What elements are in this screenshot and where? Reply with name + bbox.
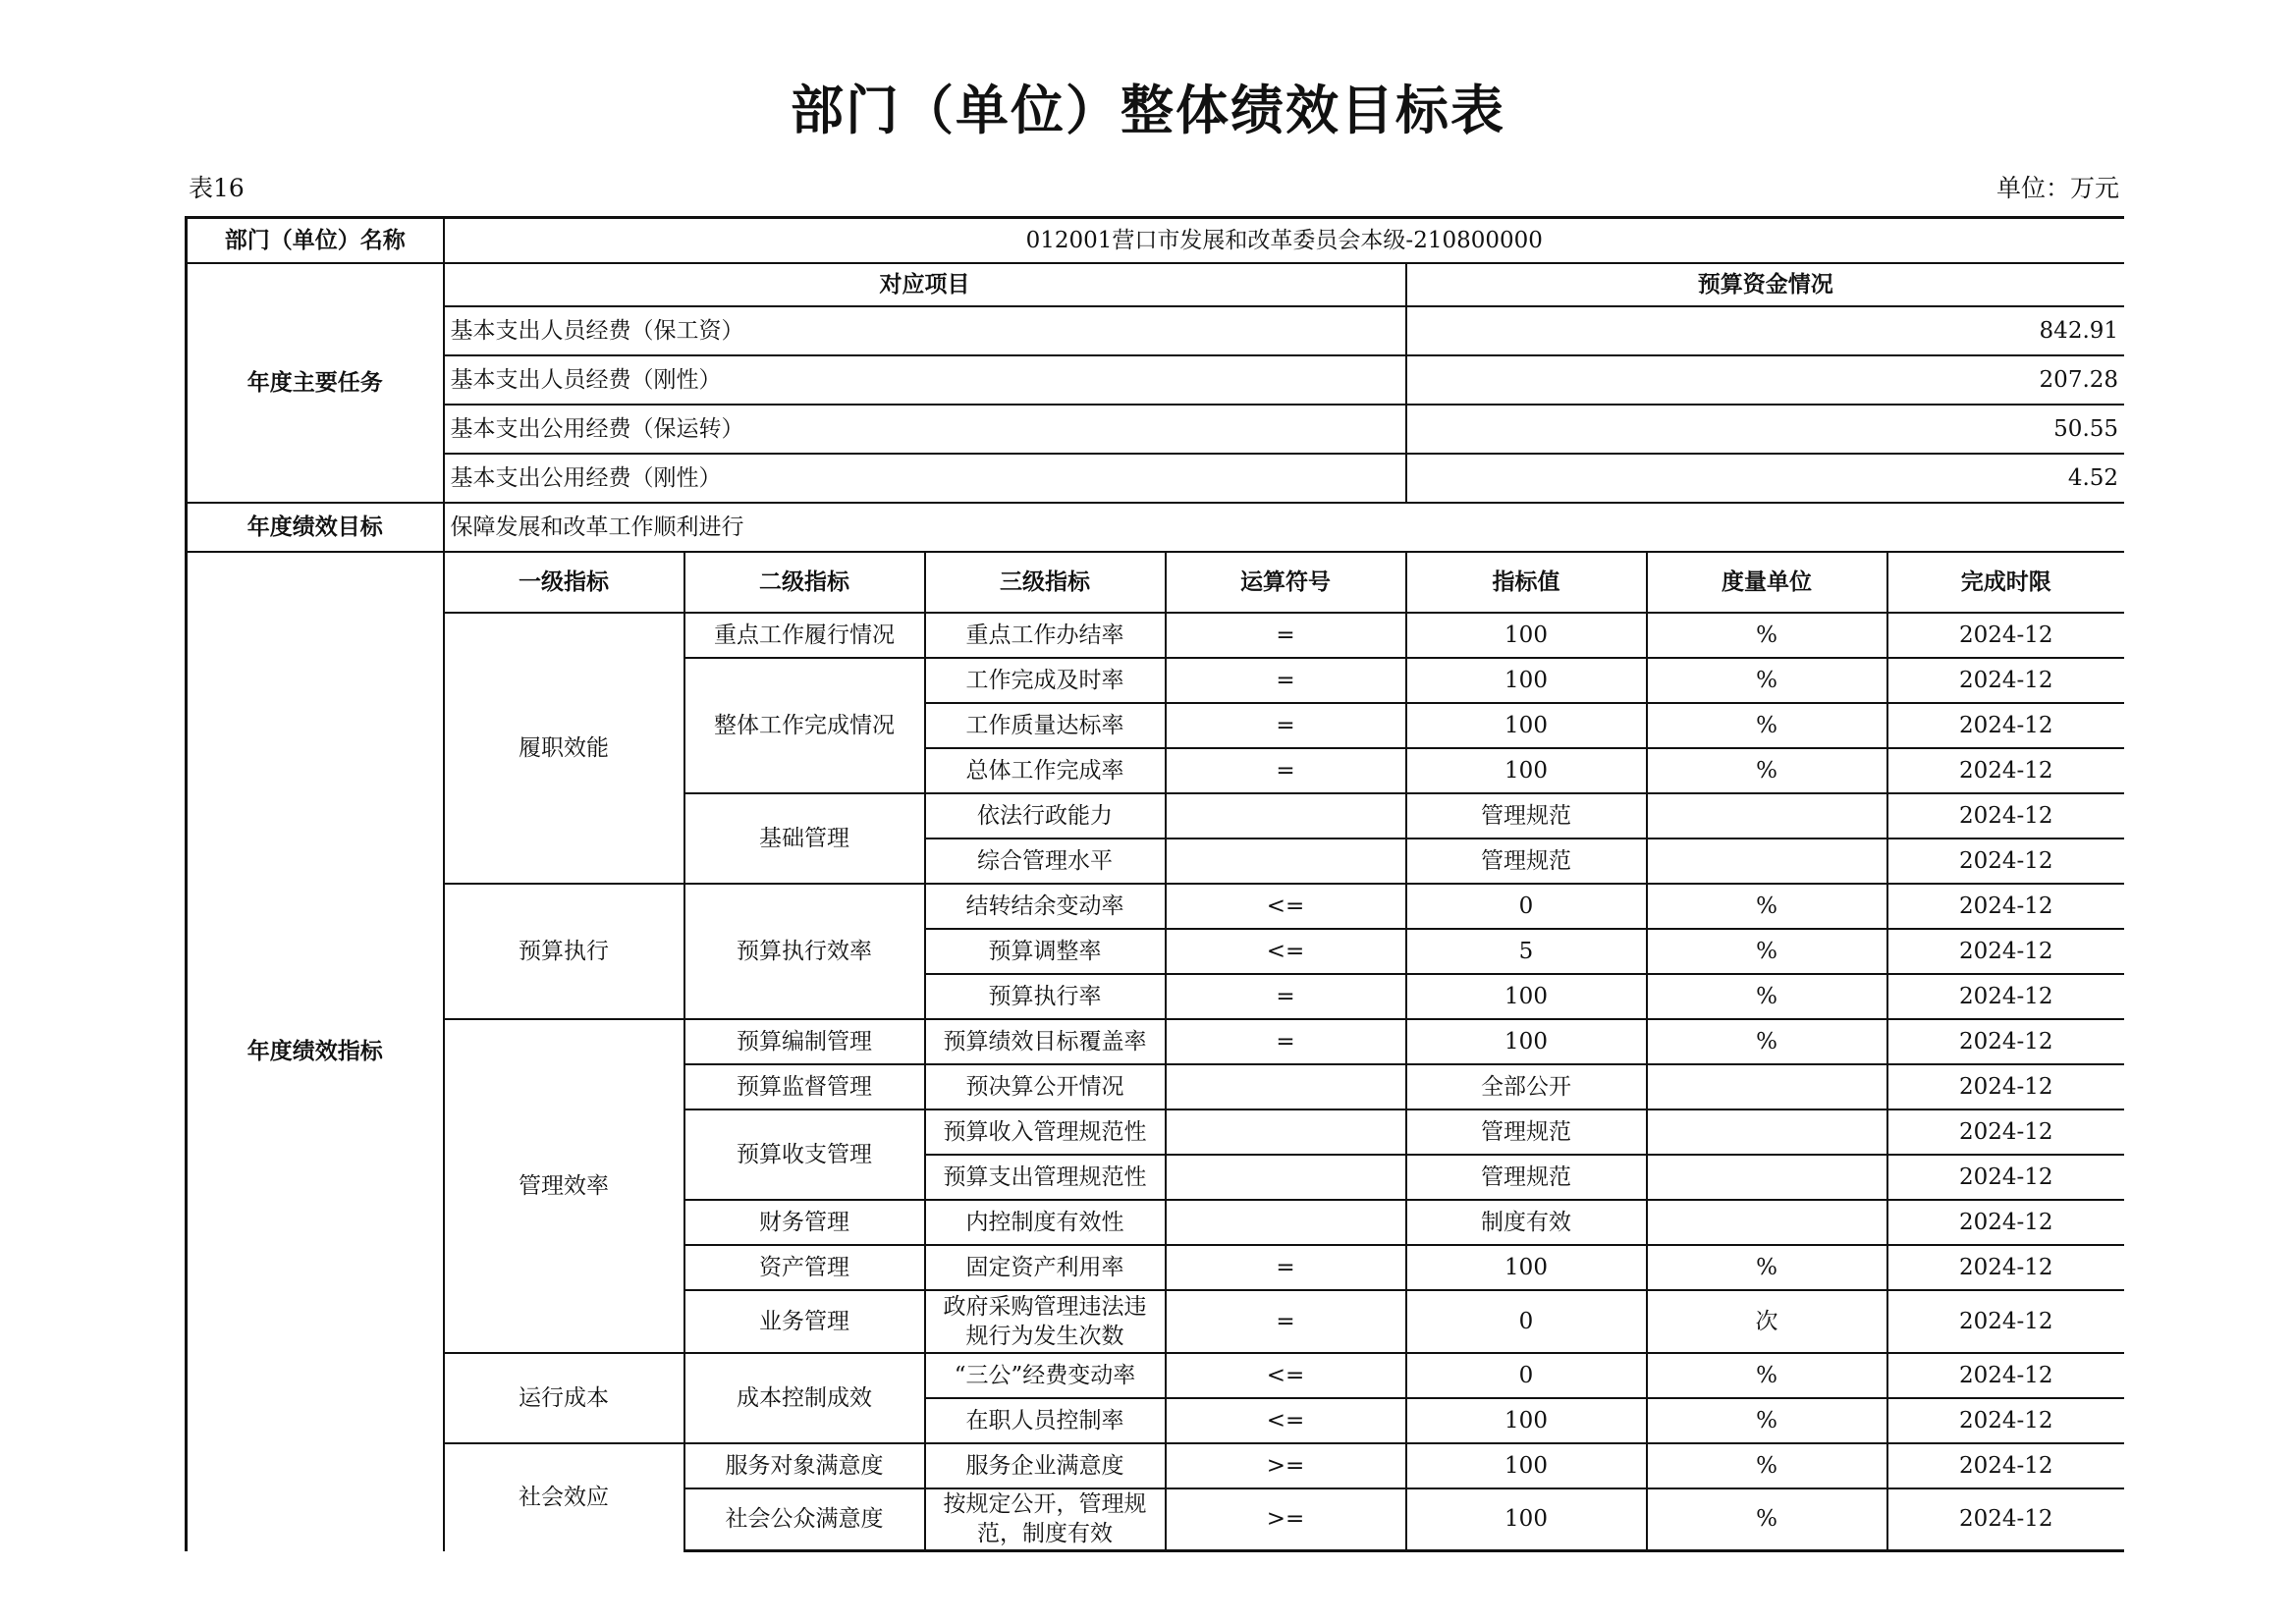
value-cell: 全部公开 — [1406, 1064, 1647, 1109]
task-amount: 207.28 — [1406, 355, 2125, 405]
unit-cell — [1647, 793, 1887, 839]
level3-line: 规行为发生次数 — [965, 1323, 1124, 1349]
deadline-cell: 2024-12 — [1887, 1443, 2125, 1488]
value-cell: 制度有效 — [1406, 1200, 1647, 1245]
operator-cell — [1166, 1200, 1406, 1245]
level1-mgmt-eff: 管理效率 — [444, 1019, 684, 1353]
unit-cell: % — [1647, 658, 1887, 703]
header-operator: 运算符号 — [1166, 552, 1406, 613]
header-level2: 二级指标 — [684, 552, 925, 613]
deadline-cell: 2024-12 — [1887, 1398, 2125, 1443]
value-cell: 管理规范 — [1406, 839, 1647, 884]
level3-cell — [925, 1290, 1166, 1353]
deadline-cell: 2024-12 — [1887, 1200, 2125, 1245]
operator-cell: = — [1166, 1245, 1406, 1290]
deadline-cell: 2024-12 — [1887, 658, 2125, 703]
unit-cell: % — [1647, 1398, 1887, 1443]
task-project-header: 对应项目 — [444, 263, 1406, 306]
value-cell: 100 — [1406, 748, 1647, 793]
operator-cell: = — [1166, 613, 1406, 658]
task-budget-header: 预算资金情况 — [1406, 263, 2125, 306]
unit-cell — [1647, 839, 1887, 884]
level3-cell: 预算执行率 — [925, 974, 1166, 1019]
task-row — [187, 454, 2125, 503]
level1-social: 社会效应 — [444, 1443, 684, 1551]
level2-business-mgmt: 业务管理 — [684, 1290, 925, 1353]
indicator-header-row — [187, 552, 2125, 613]
deadline-cell: 2024-12 — [1887, 748, 2125, 793]
unit-cell: % — [1647, 884, 1887, 929]
deadline-cell: 2024-12 — [1887, 1155, 2125, 1200]
deadline-cell: 2024-12 — [1887, 793, 2125, 839]
level3-cell: “三公”经费变动率 — [925, 1353, 1166, 1398]
table-number: 表16 — [189, 174, 245, 202]
level3-cell: 工作质量达标率 — [925, 703, 1166, 748]
task-amount: 4.52 — [1406, 454, 2125, 503]
level3-cell: 总体工作完成率 — [925, 748, 1166, 793]
deadline-cell: 2024-12 — [1887, 929, 2125, 974]
value-cell: 100 — [1406, 974, 1647, 1019]
task-amount: 842.91 — [1406, 306, 2125, 355]
level2-public-satisfaction: 社会公众满意度 — [684, 1488, 925, 1551]
annual-goal-text: 保障发展和改革工作顺利进行 — [444, 503, 2125, 552]
level3-cell: 依法行政能力 — [925, 793, 1166, 839]
level3-cell: 预算调整率 — [925, 929, 1166, 974]
performance-table — [185, 216, 2124, 1552]
level3-cell: 工作完成及时率 — [925, 658, 1166, 703]
operator-cell: = — [1166, 658, 1406, 703]
indicator-row — [187, 1443, 2125, 1488]
task-row — [187, 405, 2125, 454]
level3-cell: 预算收入管理规范性 — [925, 1109, 1166, 1155]
value-cell: 管理规范 — [1406, 1155, 1647, 1200]
operator-cell — [1166, 1064, 1406, 1109]
level2-overall-work: 整体工作完成情况 — [684, 658, 925, 793]
dept-name-label: 部门（单位）名称 — [187, 218, 444, 263]
level2-budget-exec-eff: 预算执行效率 — [684, 884, 925, 1019]
indicator-row — [187, 1019, 2125, 1064]
annual-goal-row — [187, 503, 2125, 552]
unit-note: 单位：万元 — [1995, 174, 2119, 202]
unit-cell: % — [1647, 1488, 1887, 1551]
task-project: 基本支出公用经费（刚性） — [444, 454, 1406, 503]
deadline-cell: 2024-12 — [1887, 1353, 2125, 1398]
unit-cell: % — [1647, 1019, 1887, 1064]
unit-cell: % — [1647, 703, 1887, 748]
header-level1: 一级指标 — [444, 552, 684, 613]
indicator-row — [187, 884, 2125, 929]
deadline-cell: 2024-12 — [1887, 613, 2125, 658]
header-deadline: 完成时限 — [1887, 552, 2125, 613]
value-cell: 0 — [1406, 1290, 1647, 1353]
unit-cell — [1647, 1109, 1887, 1155]
deadline-cell: 2024-12 — [1887, 974, 2125, 1019]
value-cell: 0 — [1406, 1353, 1647, 1398]
level3-cell: 服务企业满意度 — [925, 1443, 1166, 1488]
unit-cell — [1647, 1200, 1887, 1245]
performance-table-sheet — [185, 216, 2124, 1559]
value-cell: 100 — [1406, 1019, 1647, 1064]
header-level3: 三级指标 — [925, 552, 1166, 613]
level2-finance-mgmt: 财务管理 — [684, 1200, 925, 1245]
annual-tasks-label: 年度主要任务 — [187, 263, 444, 503]
level3-cell: 预算支出管理规范性 — [925, 1155, 1166, 1200]
level3-cell: 结转结余变动率 — [925, 884, 1166, 929]
level3-cell: 在职人员控制率 — [925, 1398, 1166, 1443]
level2-cost-control: 成本控制成效 — [684, 1353, 925, 1443]
deadline-cell: 2024-12 — [1887, 1019, 2125, 1064]
annual-goal-label: 年度绩效目标 — [187, 503, 444, 552]
document-title: 部门（单位）整体绩效目标表 — [791, 80, 1505, 141]
header-unit: 度量单位 — [1647, 552, 1887, 613]
operator-cell: <= — [1166, 1353, 1406, 1398]
level3-cell: 重点工作办结率 — [925, 613, 1166, 658]
annual-indicators-label: 年度绩效指标 — [187, 552, 444, 1551]
unit-cell: % — [1647, 1245, 1887, 1290]
level2-service-satisfaction: 服务对象满意度 — [684, 1443, 925, 1488]
unit-cell: % — [1647, 929, 1887, 974]
level3-cell: 预决算公开情况 — [925, 1064, 1166, 1109]
operator-cell — [1166, 839, 1406, 884]
task-row — [187, 355, 2125, 405]
task-project: 基本支出人员经费（保工资） — [444, 306, 1406, 355]
value-cell: 100 — [1406, 1443, 1647, 1488]
value-cell: 100 — [1406, 613, 1647, 658]
level1-performance: 履职效能 — [444, 613, 684, 884]
unit-cell: % — [1647, 1443, 1887, 1488]
dept-name-value: 012001营口市发展和改革委员会本级-210800000 — [444, 218, 2125, 263]
value-cell: 100 — [1406, 1245, 1647, 1290]
operator-cell: >= — [1166, 1488, 1406, 1551]
level3-line: 按规定公开，管理规 — [943, 1491, 1147, 1518]
unit-cell — [1647, 1064, 1887, 1109]
unit-cell: % — [1647, 974, 1887, 1019]
level2-budget-compile: 预算编制管理 — [684, 1019, 925, 1064]
task-amount: 50.55 — [1406, 405, 2125, 454]
level2-budget-supervise: 预算监督管理 — [684, 1064, 925, 1109]
level2-budget-income-exp: 预算收支管理 — [684, 1109, 925, 1200]
value-cell: 100 — [1406, 658, 1647, 703]
operator-cell: <= — [1166, 884, 1406, 929]
deadline-cell: 2024-12 — [1887, 1109, 2125, 1155]
level3-cell: 固定资产利用率 — [925, 1245, 1166, 1290]
level3-cell: 综合管理水平 — [925, 839, 1166, 884]
value-cell: 管理规范 — [1406, 1109, 1647, 1155]
operator-cell — [1166, 1155, 1406, 1200]
value-cell: 0 — [1406, 884, 1647, 929]
deadline-cell: 2024-12 — [1887, 1488, 2125, 1551]
level1-op-cost: 运行成本 — [444, 1353, 684, 1443]
level3-cell — [925, 1488, 1166, 1551]
operator-cell: = — [1166, 974, 1406, 1019]
deadline-cell: 2024-12 — [1887, 703, 2125, 748]
dept-name-row — [187, 218, 2125, 263]
level3-cell: 内控制度有效性 — [925, 1200, 1166, 1245]
value-cell: 100 — [1406, 1488, 1647, 1551]
operator-cell: >= — [1166, 1443, 1406, 1488]
unit-cell: 次 — [1647, 1290, 1887, 1353]
operator-cell: <= — [1166, 1398, 1406, 1443]
level3-line: 政府采购管理违法违 — [943, 1293, 1147, 1320]
operator-cell: = — [1166, 1019, 1406, 1064]
operator-cell: = — [1166, 1290, 1406, 1353]
level2-basic-mgmt: 基础管理 — [684, 793, 925, 884]
indicator-row — [187, 1353, 2125, 1398]
task-row — [187, 306, 2125, 355]
operator-cell: = — [1166, 748, 1406, 793]
deadline-cell: 2024-12 — [1887, 839, 2125, 884]
level2-key-work: 重点工作履行情况 — [684, 613, 925, 658]
operator-cell: = — [1166, 703, 1406, 748]
unit-cell: % — [1647, 1353, 1887, 1398]
value-cell: 100 — [1406, 703, 1647, 748]
unit-cell: % — [1647, 748, 1887, 793]
operator-cell — [1166, 1109, 1406, 1155]
deadline-cell: 2024-12 — [1887, 1064, 2125, 1109]
value-cell: 5 — [1406, 929, 1647, 974]
unit-cell: % — [1647, 613, 1887, 658]
task-header-row — [187, 263, 2125, 306]
task-project: 基本支出公用经费（保运转） — [444, 405, 1406, 454]
deadline-cell: 2024-12 — [1887, 1290, 2125, 1353]
level3-cell: 预算绩效目标覆盖率 — [925, 1019, 1166, 1064]
level3-line: 范，制度有效 — [977, 1521, 1113, 1547]
level2-asset-mgmt: 资产管理 — [684, 1245, 925, 1290]
deadline-cell: 2024-12 — [1887, 884, 2125, 929]
operator-cell: <= — [1166, 929, 1406, 974]
level1-budget-exec: 预算执行 — [444, 884, 684, 1019]
value-cell: 管理规范 — [1406, 793, 1647, 839]
indicator-row — [187, 613, 2125, 658]
unit-cell — [1647, 1155, 1887, 1200]
operator-cell — [1166, 793, 1406, 839]
header-value: 指标值 — [1406, 552, 1647, 613]
value-cell: 100 — [1406, 1398, 1647, 1443]
task-project: 基本支出人员经费（刚性） — [444, 355, 1406, 405]
deadline-cell: 2024-12 — [1887, 1245, 2125, 1290]
